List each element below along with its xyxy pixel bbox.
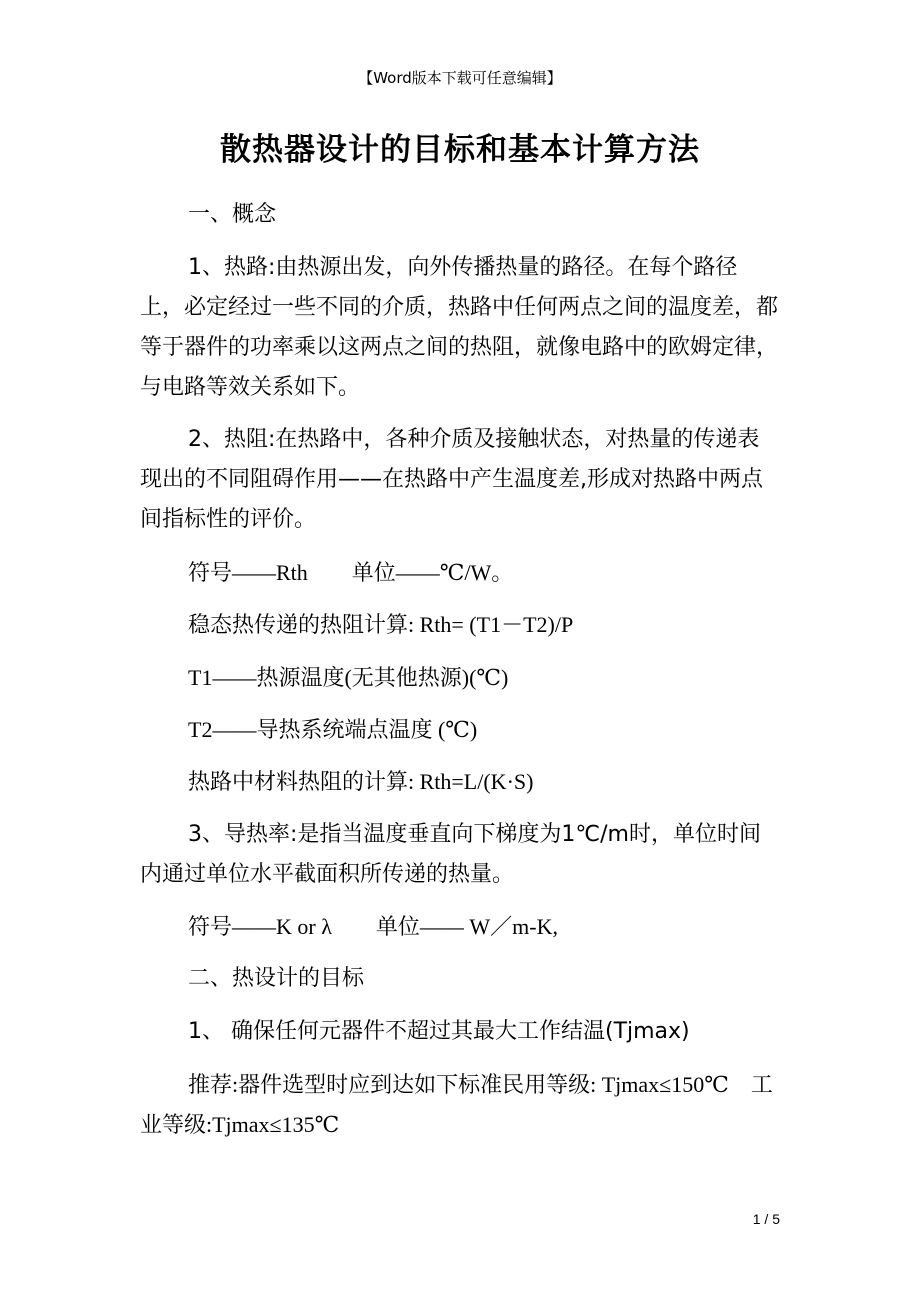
paragraph-t1-definition: T1——热源温度(无其他热源)(℃) <box>188 665 509 690</box>
paragraph-thermal-path: 1、热路:由热源出发，向外传播热量的路径。在每个路径上，必定经过一些不同的介质，热路中任何两点之间的温度差，都等于器件的功率乘以这两点之间的热阻，就像电路中的欧姆定律，与电路等效关系如下。 <box>140 255 779 400</box>
paragraph-tjmax-recommendation: 推荐:器件选型时应到达如下标准民用等级: Tjmax≤150℃ 工业等级:Tjmax≤135℃ <box>140 1072 773 1137</box>
section-heading-design-goals: 二、热设计的目标 <box>188 966 365 991</box>
section-heading-concepts: 一、概念 <box>188 202 277 227</box>
paragraph-tjmax-goal: 1、 确保任何元器件不超过其最大工作结温(Tjmax) <box>188 1019 690 1044</box>
paragraph-material-resistance-formula: 热路中材料热阻的计算: Rth=L/(K·S) <box>188 769 534 794</box>
paragraph-k-symbol-unit: 符号——K or λ 单位—— W／m-K, <box>188 914 558 939</box>
paragraph-thermal-conductivity: 3、导热率:是指当温度垂直向下梯度为1℃/m时，单位时间内通过单位水平截面积所传递的热量。 <box>140 822 761 887</box>
paragraph-steady-state-formula: 稳态热传递的热阻计算: Rth= (T1－T2)/P <box>188 612 574 637</box>
page-number: 1 / 5 <box>752 1211 780 1227</box>
paragraph-t2-definition: T2——导热系统端点温度 (℃) <box>188 717 478 742</box>
paragraph-rth-symbol-unit: 符号——Rth 单位——℃/W。 <box>188 560 514 585</box>
header-note: 【Word版本下载可任意编辑】 <box>358 69 562 87</box>
paragraph-thermal-resistance: 2、热阻:在热路中，各种介质及接触状态，对热量的传递表现出的不同阻碍作用——在热路中产生温度差,形成对热路中两点间指标性的评价。 <box>140 427 763 532</box>
document-title: 散热器设计的目标和基本计算方法 <box>220 132 700 168</box>
